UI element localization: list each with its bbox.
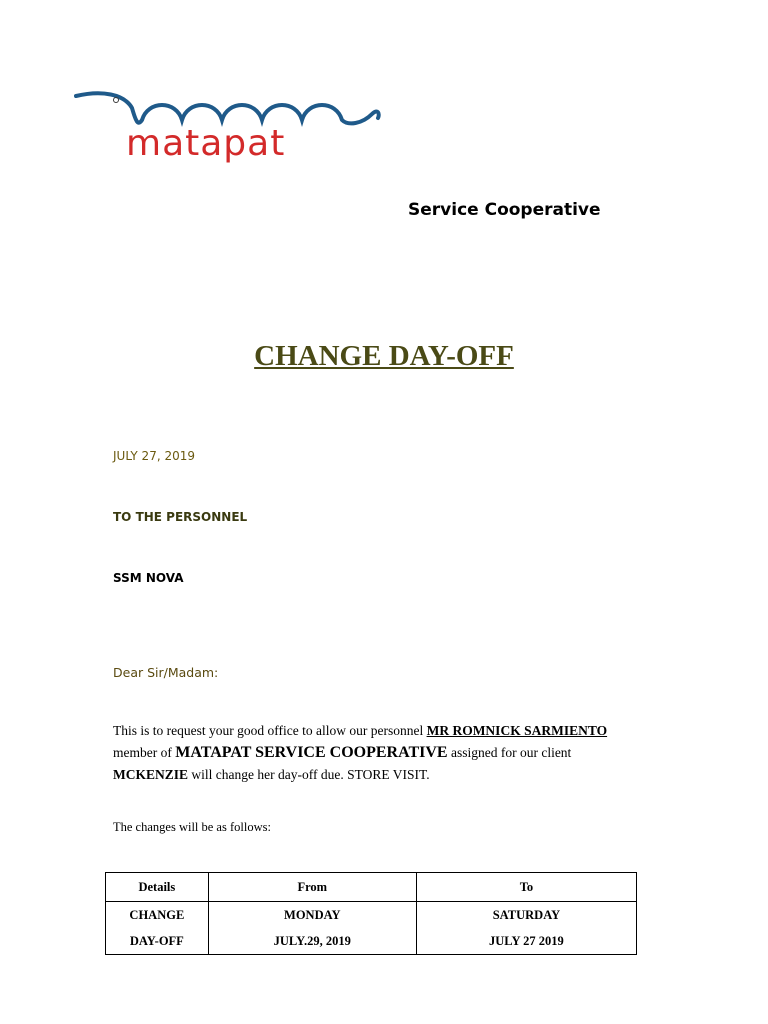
document-title <box>0 340 768 373</box>
body-part-1: This is to request your good office to allow our personnel <box>113 723 427 738</box>
personnel-name: MR ROMNICK SARMIENTO <box>426 723 608 738</box>
header-details: Details <box>106 873 209 902</box>
details-line-2: DAY-OFF <box>129 934 184 948</box>
matapat-logo <box>72 86 392 176</box>
cell-from <box>208 902 416 955</box>
changes-table <box>105 872 637 955</box>
logo-wordmark: matapat <box>126 123 286 164</box>
details-line-1: CHANGE <box>129 908 185 922</box>
changes-intro: The changes will be as follows: <box>113 820 271 834</box>
to-line-1: SATURDAY <box>492 908 561 922</box>
table-row <box>106 902 637 955</box>
body-part-2: member of <box>113 745 176 760</box>
client-reference: MCKENZIE <box>113 767 189 782</box>
letter-body <box>113 720 653 786</box>
body-part-4: will change her day-off due. STORE VISIT. <box>188 767 430 782</box>
header-from: From <box>208 873 416 902</box>
salutation: Dear Sir/Madam: <box>113 665 219 680</box>
to-line-2: JULY 27 2019 <box>489 934 564 948</box>
organization-name: MATAPAT SERVICE COOPERATIVE <box>175 744 448 761</box>
header-to: To <box>416 873 636 902</box>
recipient-line: TO THE PERSONNEL <box>113 510 248 524</box>
letter-date: JULY 27, 2019 <box>113 449 195 463</box>
cell-to <box>416 902 636 955</box>
from-line-2: JULY.29, 2019 <box>273 934 351 948</box>
body-part-3: assigned for our client <box>447 745 572 760</box>
table-header-row <box>106 873 637 902</box>
organization-subtitle: Service Cooperative <box>408 200 601 220</box>
client-name: SSM NOVA <box>113 571 184 585</box>
cell-details <box>106 902 209 955</box>
from-line-1: MONDAY <box>284 908 341 922</box>
document-title-text: CHANGE DAY-OFF <box>254 340 514 372</box>
